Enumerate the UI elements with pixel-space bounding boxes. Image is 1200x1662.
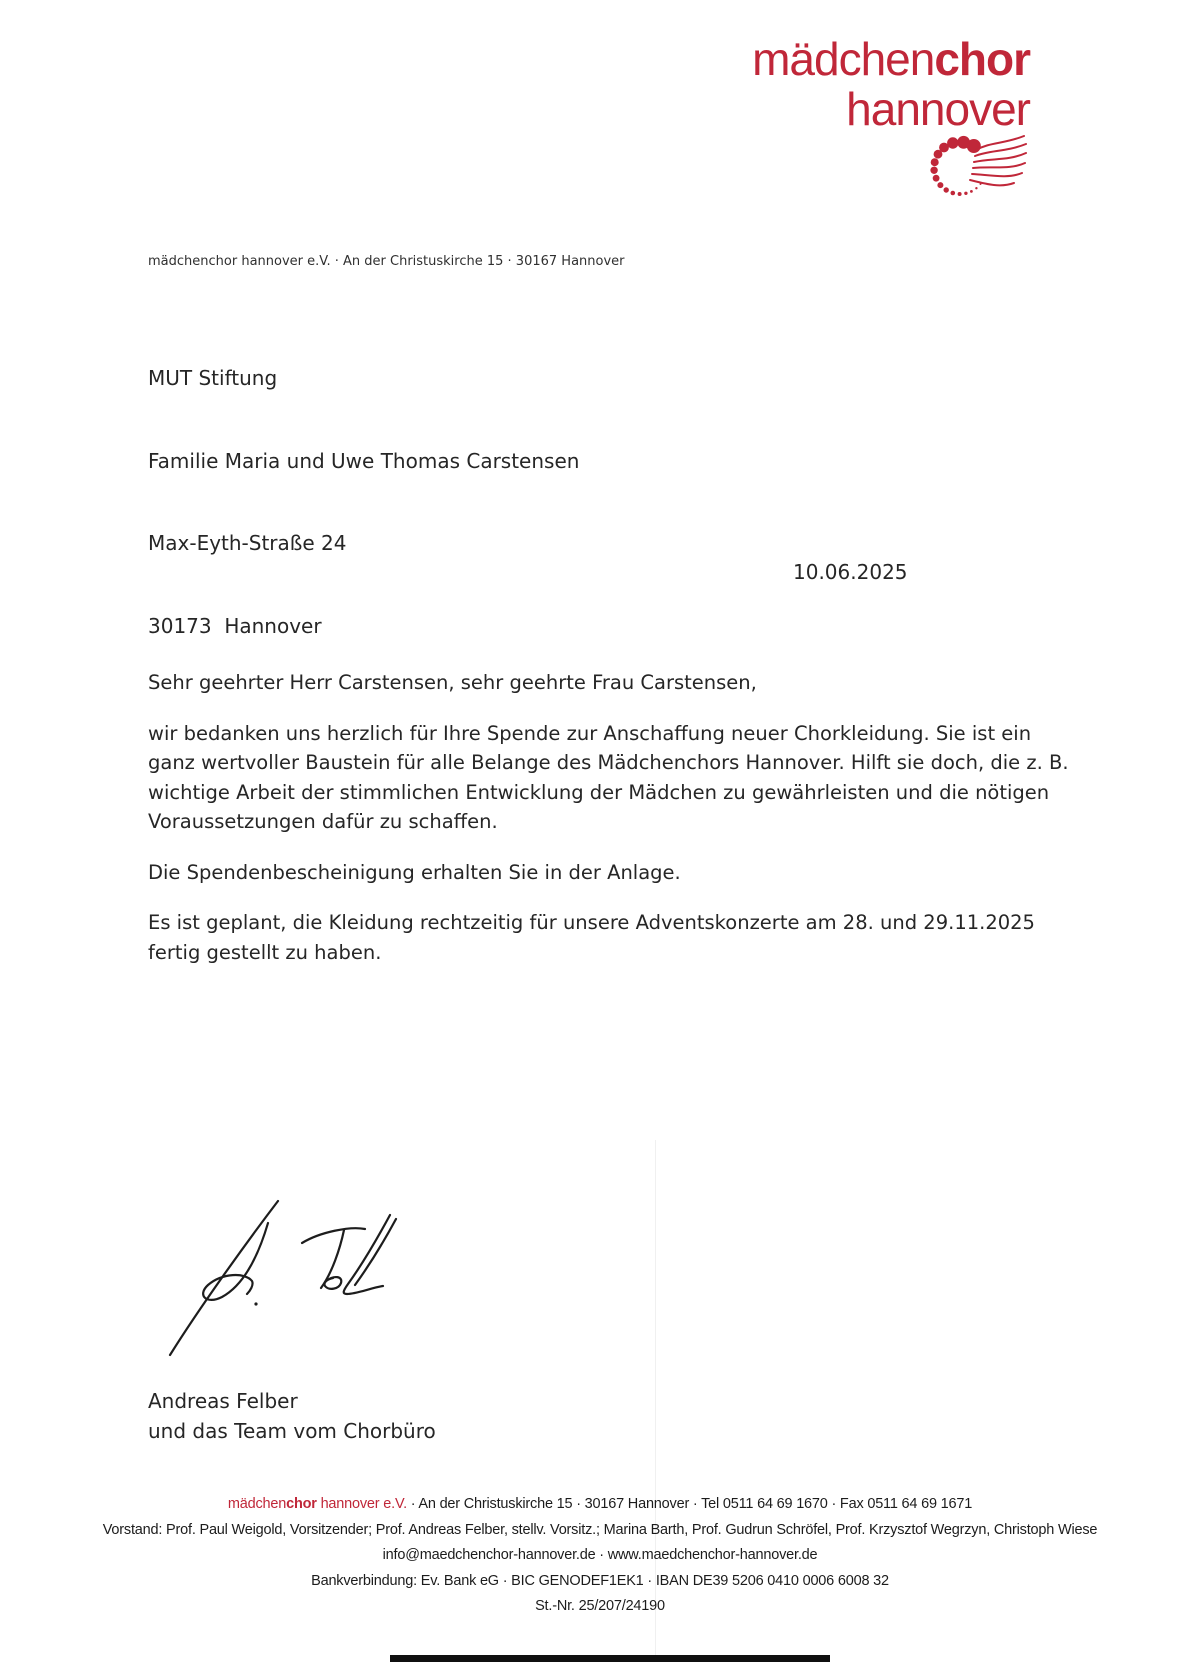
footer-bank-line: Bankverbindung: Ev. Bank eG · BIC GENODEF1EK1 · IBAN DE39 5206 0410 0006 6008 32	[311, 1572, 889, 1589]
body-paragraph: Die Spendenbescheinigung erhalten Sie in der Anlage.	[148, 860, 681, 884]
logo-word-regular: mädchen	[752, 33, 935, 85]
recipient-line-name: Familie Maria und Uwe Thomas Carstensen	[148, 448, 580, 473]
scan-artifact-bar	[390, 1655, 830, 1662]
signer-team: und das Team vom Chorbüro	[148, 1419, 436, 1443]
recipient-line-organization: MUT Stiftung	[148, 366, 278, 390]
footer-board-line: Vorstand: Prof. Paul Weigold, Vorsitzender; Prof. Andreas Felber, stellv. Vorsitz.; Marina Barth, Prof. Gudrun Schröfel, Prof. Krzysztof Wegrzyn, Christoph Wiese	[102, 1521, 1098, 1538]
logo-wordmark-line2: hannover	[846, 83, 1030, 135]
body-paragraph: Es ist geplant, die Kleidung rechtzeitig für unsere Adventskonzerte am 28. und 29.11.2025 fertig gestellt zu haben.	[148, 911, 1035, 964]
recipient-line-street: Max-Eyth-Straße 24	[148, 531, 347, 555]
logo-word-bold: chor	[934, 33, 1030, 85]
footer-brand-bold: chor	[286, 1496, 317, 1512]
salutation: Sehr geehrter Herr Carstensen, sehr geehrte Frau Carstensen,	[148, 671, 757, 694]
footer-email-web-line: info@maedchenchor-hannover.de · www.maedchenchor-hannover.de	[382, 1547, 818, 1563]
letter-footer	[0, 1492, 1200, 1620]
recipient-line-city: 30173 Hannover	[148, 613, 322, 638]
sender-return-address: mädchenchor hannover e.V. · An der Christuskirche 15 · 30167 Hannover	[148, 254, 625, 269]
letter-body	[148, 668, 1083, 967]
letter-date: 10.06.2025	[793, 560, 908, 584]
choir-logo-icon	[918, 128, 1030, 214]
logo-wordmark-line1	[752, 34, 1030, 84]
footer-contact-line	[0, 1492, 1200, 1518]
body-paragraph: wir bedanken uns herzlich für Ihre Spende zur Anschaffung neuer Chorkleidung. Sie ist ein ganz wertvoller Baustein für alle Belange des Mädchenchors Hannover. Hilft sie doch, die z. B. wichtige Arbeit der stimmlichen Entwicklung der Mädchen zu gewährleisten und die nötigen Voraussetzungen dafür zu schaffen.	[148, 721, 1069, 833]
scan-fold-line	[655, 1140, 656, 1655]
signer-name: Andreas Felber	[148, 1389, 298, 1413]
footer-brand-regular: mädchen	[227, 1496, 287, 1512]
recipient-address-block	[148, 310, 579, 695]
handwritten-signature	[150, 1135, 450, 1375]
closing-block	[148, 1386, 436, 1446]
footer-tax-number-line: St.-Nr. 25/207/24190	[535, 1598, 665, 1614]
footer-brand-suffix: hannover e.V.	[316, 1496, 407, 1512]
choir-logo-wordmark	[752, 34, 1030, 134]
footer-address-phone: · An der Christuskirche 15 · 30167 Hannover · Tel 0511 64 69 1670 · Fax 0511 64 69 1671	[406, 1496, 973, 1512]
